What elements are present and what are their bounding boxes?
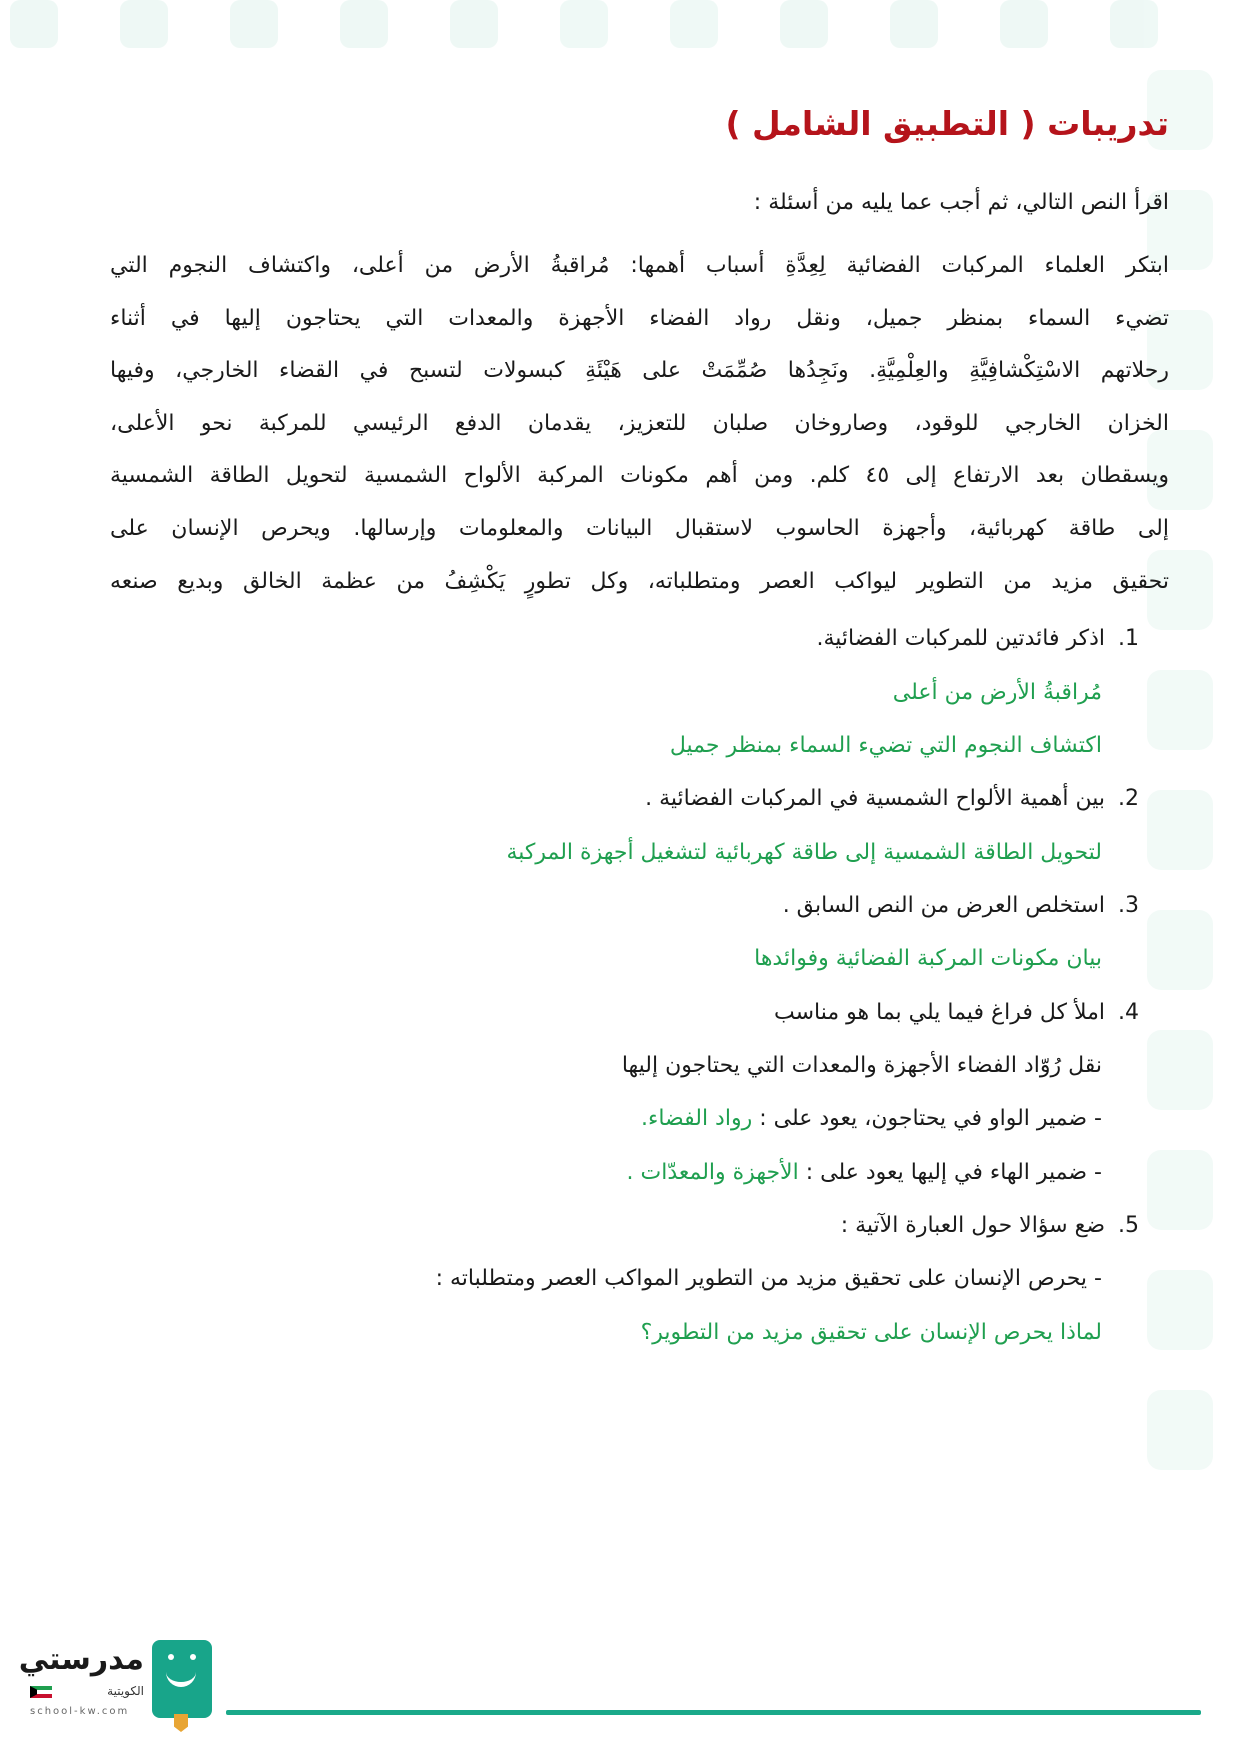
question-2 [645,786,1139,811]
question-text: املأ كل فراغ فيما يلي بما هو مناسب [774,1000,1105,1025]
passage-line: ويسقطان بعد الارتفاع إلى ٤٥ كلم. ومن أهم مكونات المركبة الألواح الشمسية لتحويل الطاقة الشمسية [110,463,1169,489]
reading-passage [110,240,1169,608]
logo-url: school-kw.com [30,1706,130,1717]
question-number: 5. [1118,1213,1139,1238]
logo-bookmark-icon [174,1714,188,1732]
question-number: 1. [1118,626,1139,651]
passage-line: إلى طاقة كهربائية، وأجهزة الحاسوب لاستقبال البيانات والمعلومات وإرسالها. ويحرص الإنسان على [110,515,1169,541]
logo-subtitle: الكويتية [107,1684,144,1698]
answer-1b: اكتشاف النجوم التي تضيء السماء بمنظر جميل [669,733,1102,758]
passage-line: ابتكر العلماء المركبات الفضائية لِعِدَّةِ أسباب أهمها: مُراقبةُ الأرض من أعلى، واكتشاف النجوم التي [110,253,1169,278]
logo-name: مدرستي [18,1642,144,1677]
logo-eye-right [190,1654,196,1660]
answer-5: لماذا يحرص الإنسان على تحقيق مزيد من التطوير؟ [640,1320,1102,1345]
passage-line: الخزان الخارجي للوقود، وصاروخان صلبان للتعزيز، يقدمان الدفع الرئيسي للمركبة نحو الأعلى، [110,410,1169,436]
answer-2: لتحويل الطاقة الشمسية إلى طاقة كهربائية لتشغيل أجهزة المركبة [506,840,1102,865]
question-number: 4. [1118,1000,1139,1025]
instructions: اقرأ النص التالي، ثم أجب عما يليه من أسئلة : [753,190,1169,215]
question-text: بين أهمية الألواح الشمسية في المركبات الفضائية . [645,786,1105,811]
q4-item-2-label: - ضمير الهاء في إليها يعود على : [798,1160,1102,1185]
passage-line: رحلاتهم الاسْتِكْشافِيَّةِ والعِلْمِيَّةِ. ونَجِدُها صُمِّمَتْ على هَيْئَةِ كبسولات لتسبح في القضاء الخارجي، وفيها [110,358,1169,384]
question-5 [841,1213,1139,1238]
watermark-logo [1147,670,1213,750]
footer-divider [226,1710,1201,1715]
q4-item-1 [641,1106,1102,1131]
logo-smile [166,1664,196,1687]
kuwait-flag-icon [30,1686,52,1698]
watermark-logo [1147,910,1213,990]
question-text: اذكر فائدتين للمركبات الفضائية. [816,626,1105,651]
logo-eye-left [168,1654,174,1660]
passage-line: تحقيق مزيد من التطوير ليواكب العصر ومتطلباته، وكل تطورٍ يَكْشِفُ من عظمة الخالق وبديع صنعه [110,568,1169,594]
watermark-logo [1147,1150,1213,1230]
watermark-logo [1147,1390,1213,1470]
question-text: استخلص العرض من النص السابق . [782,893,1105,918]
question-1 [816,626,1139,651]
question-number: 3. [1118,893,1139,918]
watermark-logo [1147,790,1213,870]
q4-item-1-label: - ضمير الواو في يحتاجون، يعود على : [752,1106,1102,1131]
question-text: ضع سؤالا حول العبارة الآتية : [840,1213,1105,1238]
q4-sentence: نقل رُوّاد الفضاء الأجهزة والمعدات التي يحتاجون إليها [621,1053,1102,1078]
q4-item-2-answer: الأجهزة والمعدّات . [626,1160,799,1185]
watermark-logo [1147,1030,1213,1110]
answer-3: بيان مكونات المركبة الفضائية وفوائدها [754,946,1102,971]
answer-1a: مُراقبةُ الأرض من أعلى [892,680,1102,705]
question-4 [774,1000,1139,1025]
q4-item-2 [627,1160,1102,1185]
passage-line: تضيء السماء بمنظر جميل، ونقل رواد الفضاء الأجهزة والمعدات التي يحتاجون إليها في أثناء [110,305,1169,331]
logo-icon [152,1640,212,1718]
question-number: 2. [1118,786,1139,811]
brand-logo [18,1640,218,1745]
watermark-pattern [0,0,1241,60]
question-3 [783,893,1139,918]
q5-statement: - يحرص الإنسان على تحقيق مزيد من التطوير المواكب العصر ومتطلباته : [435,1266,1102,1291]
watermark-logo [1147,1270,1213,1350]
page-title: تدريبات ( التطبيق الشامل ) [725,104,1169,143]
q4-item-1-answer: رواد الفضاء. [641,1106,753,1131]
